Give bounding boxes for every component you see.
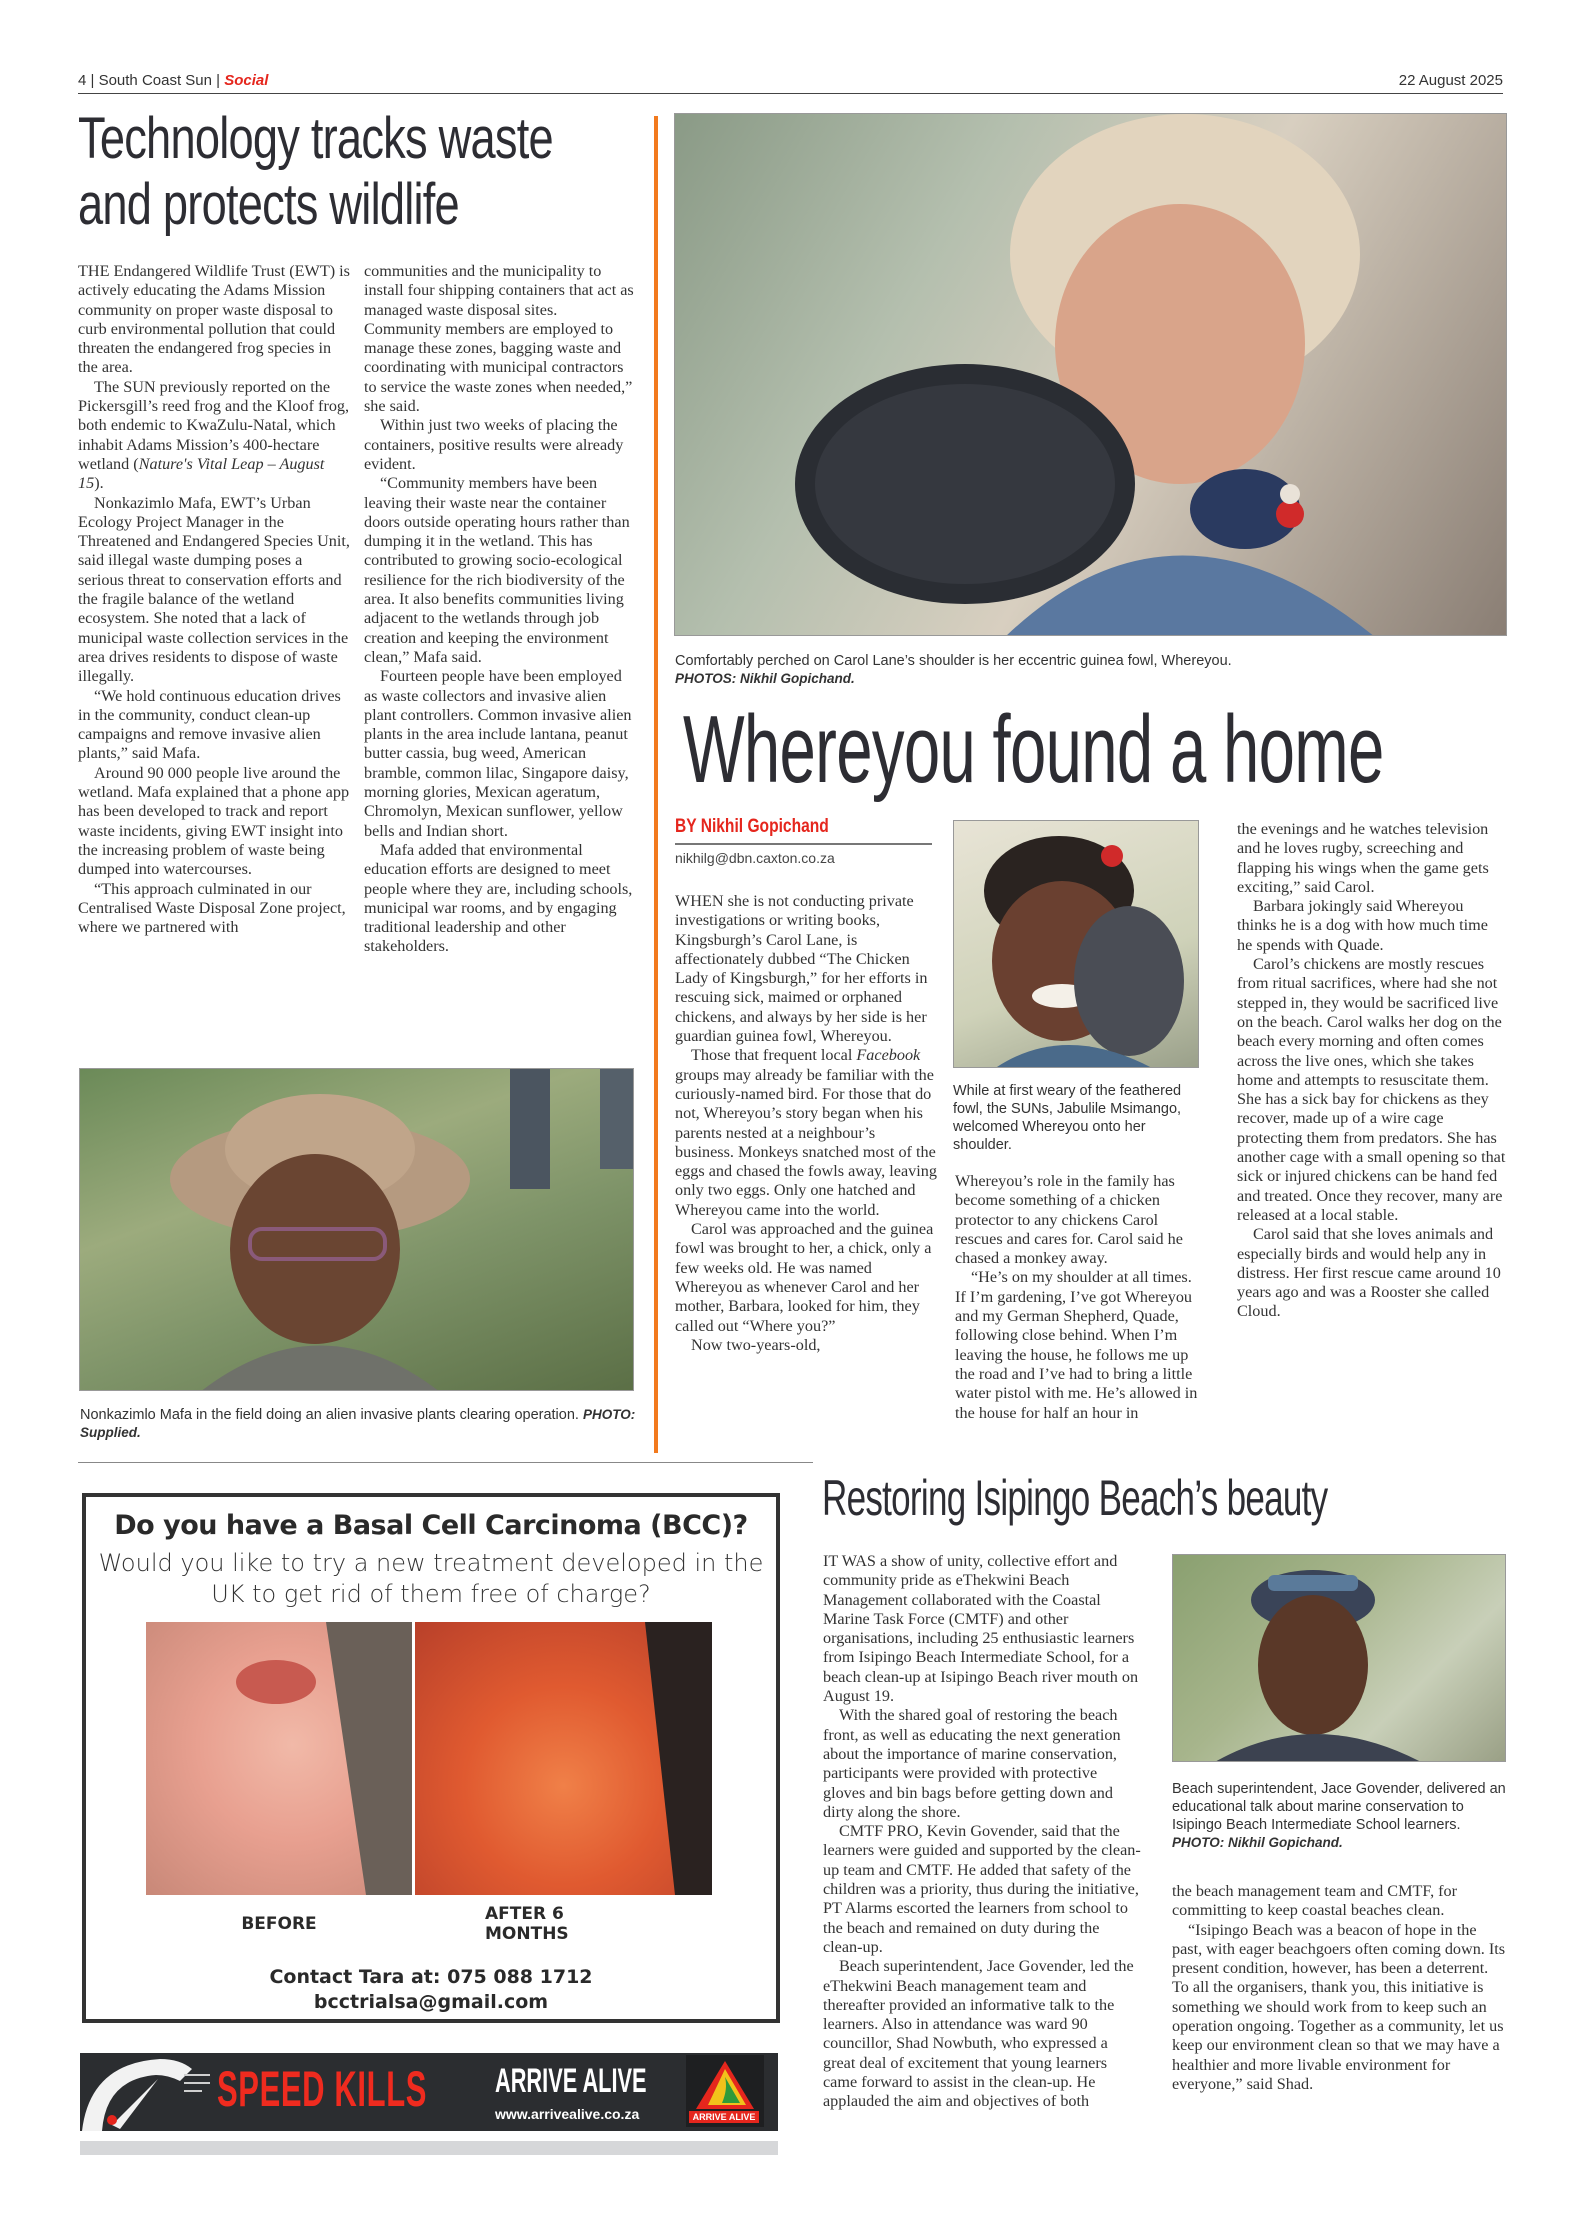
speed-kills-banner[interactable] [80, 2053, 778, 2131]
folio-left: 4 | South Coast Sun | Social [78, 72, 269, 89]
paragraph: Carol was approached and the guinea fowl was brought to her, a chick, only a few weeks old. He was named Whereyou as whenever Carol and her mother, Barbara, looked for him, they called out “Where you?” [675, 1220, 934, 1335]
headline-line-2: and protects wildlife [78, 172, 459, 237]
paragraph: communities and the municipality to install four shipping containers that act as managed waste disposal sites. Community members are employed to manage these zones, bagging waste and coordinating with municipal contractors to service the waste zones when needed,” she said. [364, 262, 634, 416]
paragraph: IT WAS a show of unity, collective effort and community pride as eThekwini Beach Management collaborated with the Coastal Marine Task Force (CMTF) and other organisations, including 25 enthusiastic learners from Isipingo Beach Intermediate School, for a beach clean-up at Isipingo Beach river mouth on August 19. [823, 1552, 1139, 1706]
reference-italic: Nature's Vital Leap – August 15 [78, 454, 325, 493]
section-divider [78, 1462, 813, 1463]
byline-divider [675, 843, 932, 845]
jace-govender-photo [1172, 1554, 1506, 1762]
jace-govender-illustration [1173, 1555, 1506, 1762]
paragraph: Mafa added that environmental education efforts are designed to meet people where they are, including schools, municipal war rooms, and by engaging traditional leadership and other stakeholders. [364, 840, 633, 956]
issue-date: 22 August 2025 [1398, 72, 1503, 89]
paragraph: THE Endangered Wildlife Trust (EWT) is actively educating the Adams Mission community on proper waste disposal to curb environmental pollution that could threaten the endangered frog species in the area. [78, 262, 350, 377]
before-label: BEFORE [218, 1904, 340, 1944]
inset-photo-caption: While at first weary of the feathered fowl, the SUNs, Jabulile Msimango, welcomed Whereyou onto her shoulder. [953, 1083, 1182, 1153]
paragraph: Carol said that she loves animals and especially birds and would help any in distress. Her first rescue came around 10 years ago and was a Rooster she called Cloud. [1237, 1225, 1501, 1321]
isipingo-column-2 [1172, 1882, 1507, 2094]
whereyou-column-1 [675, 892, 937, 1355]
column-divider-rule [654, 116, 658, 1453]
ad-footer-bar [80, 2141, 778, 2155]
paragraph: Barbara jokingly said Whereyou thinks he is a dog with how much time he spends with Quade. [1237, 897, 1488, 954]
paragraph: the evenings and he watches television and he loves rugby, screeching and flapping his wings when the game gets exciting,” said Carol. [1237, 820, 1489, 896]
paragraph [78, 378, 350, 494]
before-ear-illustration [146, 1622, 412, 1895]
paragraph: CMTF PRO, Kevin Govender, said that the learners were guided and supported by the clean-up team and CMTF. He added that safety of the children was a priority, thus during the initiative, PT Alarms escorted the learners from school to the beach and remained on duty during the clean-up. [823, 1822, 1141, 1956]
byline: BY Nikhil Gopichand [675, 816, 829, 837]
main-photo-caption [675, 652, 1505, 688]
caption-text: Comfortably perched on Carol Lane’s shoulder is her eccentric guinea fowl, Whereyou. [675, 653, 1232, 669]
section-name: Social [224, 72, 269, 89]
waste-article-column-2 [364, 262, 638, 957]
paragraph: “This approach culminated in our Centralised Waste Disposal Zone project, where we partnered with [78, 879, 346, 937]
paragraph: “He’s on my shoulder at all times. If I’m gardening, I’ve got Whereyou and my German Shepherd, Quade, following close behind. When I’m leaving the house, he follows me up the road and I’ve had to bring a little water pistol with me. He’s allowed in the house for half an hour in [955, 1268, 1198, 1422]
paragraph [675, 1046, 937, 1220]
bcc-contact [86, 1965, 776, 2015]
photo-credit: PHOTO: Supplied. [80, 1407, 636, 1440]
whereyou-column-2 [955, 1172, 1205, 1423]
paragraph: Fourteen people have been employed as waste collectors and invasive alien plant controllers. Common invasive alien plants in the area include lantana, peanut butter cassia, bug weed, American bramble, common lilac, Singapore daisy, morning glories, Mexican ageratum, Chromolyn, Mexican sunflower, yellow bells and Indian short. [364, 667, 632, 840]
after-ear-illustration [415, 1622, 712, 1895]
speed-kills-slogan: SPEED KILLS [217, 2061, 428, 2117]
text: groups may already be familiar with the curiously-named bird. For those that do not, Whereyou’s story began when his parents nested at a neighbour’s business. Monkeys snatched most of the eggs and chased the fowls away, leaving only two eggs. Only one hatched and Whereyou came into the world. [675, 1065, 937, 1219]
paragraph: the beach management team and CMTF, for committing to keep coastal beaches clean. [1172, 1882, 1458, 1920]
bcc-question: Do you have a Basal Cell Carcinoma (BCC)? [114, 1510, 748, 1541]
isipingo-column-1 [823, 1552, 1143, 2112]
jabulile-illustration [954, 821, 1199, 1068]
caption-text: Beach superintendent, Jace Govender, delivered an educational talk about marine conservation to Isipingo Beach Intermediate School learners. [1172, 1781, 1506, 1833]
contact-email[interactable]: bcctrialsa@gmail.com [313, 1991, 549, 2013]
paragraph: Now two-years-old, [691, 1335, 821, 1354]
carol-lane-illustration [675, 114, 1507, 636]
page-number: 4 [78, 72, 87, 89]
logo-text: ARRIVE ALIVE [689, 2111, 759, 2123]
headline-waste [78, 106, 553, 238]
carol-lane-guinea-fowl-photo [674, 113, 1507, 636]
triangle-logo-icon [694, 2059, 756, 2111]
paragraph: With the shared goal of restoring the beach front, as well as educating the next generation about the importance of marine conservation, participants were provided with protective gloves and bin bags before getting down and dirty along the shore. [823, 1706, 1121, 1821]
page-header [78, 70, 1503, 94]
text: Those that frequent local [691, 1046, 857, 1065]
mafa-photo-illustration [80, 1069, 634, 1391]
paragraph: Whereyou’s role in the family has become something of a chicken protector to any chickens Carol rescues and cares for. Carol said he chased a monkey away. [955, 1172, 1183, 1268]
italic-text: Facebook [856, 1046, 921, 1065]
author-email[interactable]: nikhilg@dbn.caxton.co.za [675, 850, 835, 866]
paragraph: Nonkazimlo Mafa, EWT’s Urban Ecology Project Manager in the Threatened and Endangered Species Unit, said illegal waste dumping poses a serious threat to conservation efforts and the fragile balance of the wetland ecosystem. She noted that a lack of municipal waste collection services in the area drives residents to dispose of waste illegally. [78, 493, 350, 686]
before-photo [146, 1622, 412, 1895]
speedometer-icon [80, 2053, 215, 2131]
caption-text: Nonkazimlo Mafa in the field doing an alien invasive plants clearing operation. [80, 1407, 579, 1423]
mafa-photo [79, 1068, 634, 1391]
contact-phone[interactable]: Contact Tara at: 075 088 1712 [269, 1966, 593, 1988]
after-label: AFTER 6 MONTHS [485, 1904, 651, 1944]
jabulile-msimango-photo [953, 820, 1199, 1068]
jace-photo-caption [1172, 1780, 1507, 1852]
waste-article-column-1 [78, 262, 350, 937]
publication-name: South Coast Sun [98, 72, 212, 89]
bcc-subtitle: Would you like to try a new treatment developed in the UK to get rid of them free of charge? [98, 1549, 764, 1608]
paragraph: “Isipingo Beach was a beacon of hope in the past, with eager beachgoers often coming down. Its present condition, however, has been a deterrent. To all the organisers, thank you, this initiative is something we should work from to keep such an operation ongoing. Together as a community, let us keep our environment clean so that we may have a healthier and more livable environment for everyone,” said Shad. [1172, 1920, 1506, 2093]
after-photo [415, 1622, 712, 1895]
paragraph: Within just two weeks of placing the containers, positive results were already evident. [364, 416, 624, 473]
paragraph: WHEN she is not conducting private investigations or writing books, Kingsburgh’s Carol Lane, is affectionately dubbed “The Chicken Lady of Kingsburgh,” for her efforts in rescuing sick, maimed or orphaned chickens, and always by her side is her guardian guinea fowl, Whereyou. [675, 892, 928, 1046]
paragraph: Carol’s chickens are mostly rescues from ritual sacrifices, where had she not stepped in, they would be sacrificed live on the beach. Carol walks her dog on the beach every morning and often comes across the live ones, which she takes home and attempts to resuscitate them. She has a sick bay for chickens as they recover, made up of a wire cage protecting them from predators. She has another cage with a small opening so that sick or injured chickens can be hand fed and treated. Once they recover, many are released at a local stable. [1237, 955, 1506, 1224]
photo-credit: PHOTOS: Nikhil Gopichand. [675, 671, 855, 686]
whereyou-column-3 [1237, 820, 1507, 1322]
paragraph: Around 90 000 people live around the wetland. Mafa explained that a phone app has been developed to track and report waste incidents, giving EWT insight into the increasing problem of waste being dumped into watercourses. [78, 763, 350, 879]
headline-isipingo: Restoring Isipingo Beach’s beauty [822, 1470, 1328, 1526]
arrive-alive-brand: ARRIVE ALIVE [495, 2062, 647, 2100]
photo-credit: PHOTO: Nikhil Gopichand. [1172, 1835, 1343, 1850]
headline-line-1: Technology tracks waste [78, 106, 553, 171]
mafa-photo-caption [80, 1406, 640, 1442]
text: ). [94, 474, 104, 493]
paragraph: “Community members have been leaving their waste near the container doors outside operating hours rather than dumping it in the wetland. This has contributed to growing socio-ecological resilience for the rich biodiversity of the area. It also benefits communities living adjacent to the wetlands through job creation and keeping the environment clean,” Mafa said. [364, 474, 630, 666]
arrive-alive-logo [686, 2055, 764, 2127]
headline-whereyou: Whereyou found a home [683, 696, 1384, 803]
paragraph: “We hold continuous education drives in the community, conduct clean-up campaigns and remove invasive alien plants,” said Mafa. [78, 686, 341, 763]
text: The SUN previously reported on the Pickersgill’s reed frog and the Kloof frog, both endemic to KwaZulu-Natal, which inhabit Adams Mission’s 400-hectare wetland ( [78, 377, 350, 473]
paragraph: Beach superintendent, Jace Govender, led the eThekwini Beach management team and thereafter provided an informative talk to the learners. Also in attendance was ward 90 councillor, Shad Nowbuth, who expressed a great deal of excitement that young learners came forward to assist in the clean-up. He applauded the aim and objectives of both [823, 1957, 1134, 2111]
arrive-alive-url[interactable]: www.arrivealive.co.za [495, 2106, 640, 2122]
